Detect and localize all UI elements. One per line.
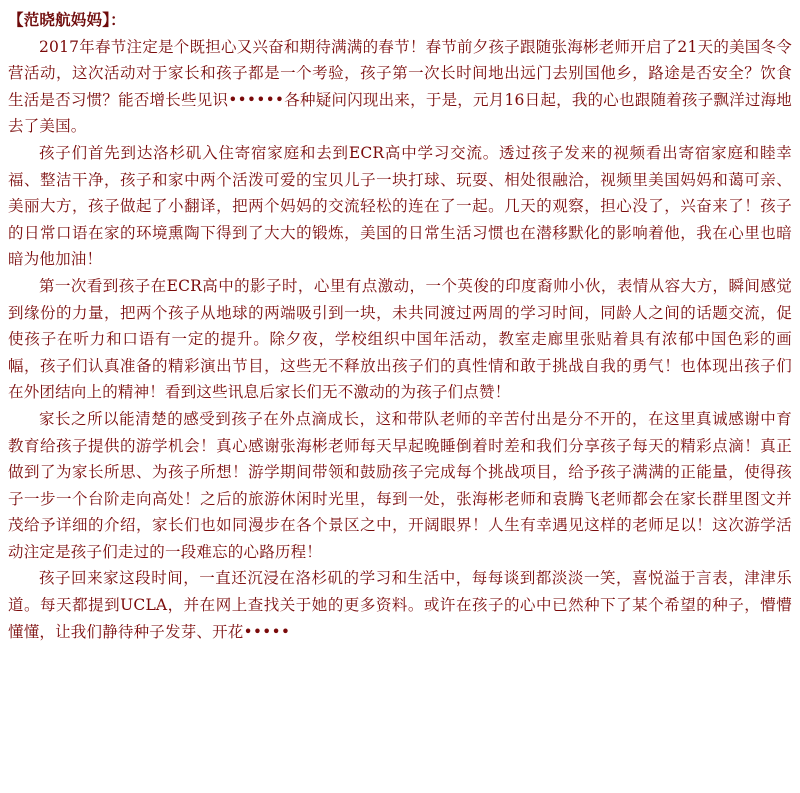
article-paragraph-5: 孩子回来家这段时间，一直还沉浸在洛杉矶的学习和生活中，每每谈到都淡淡一笑，喜悦溢于言表，津津乐道。每天都提到UCLA，并在网上查找关于她的更多资料。或许在孩子的心中已然种下了某个希望的种子，懵懵懂懂，让我们静待种子发芽、开花••••• [8, 569, 792, 641]
article-heading: 【范晓航妈妈】： [8, 10, 126, 29]
article-paragraph-1: 2017年春节注定是个既担心又兴奋和期待满满的春节！春节前夕孩子跟随张海彬老师开启了21天的美国冬令营活动，这次活动对于家长和孩子都是一个考验，孩子第一次长时间地出远门去别国他乡，路途是否安全？饮食生活是否习惯？能否增长些见识••••••各种疑问闪现出来，于是，元月16日起，我的心也跟随着孩子飘洋过海地去了美国。 [8, 37, 792, 136]
article-paragraph-2: 孩子们首先到达洛杉矶入住寄宿家庭和去到ECR高中学习交流。透过孩子发来的视频看出寄宿家庭和睦幸福、整洁干净，孩子和家中两个活泼可爱的宝贝儿子一块打球、玩耍、相处很融洽，视频里美国妈妈和蔼可亲、美丽大方，孩子做起了小翻译，把两个妈妈的交流轻松的连在了一起。几天的观察，担心没了，兴奋来了！孩子的日常口语在家的环境熏陶下得到了大大的锻炼，美国的日常生活习惯也在潜移默化的影响着他，我在心里也暗暗为他加油！ [8, 143, 792, 269]
article-paragraph-4: 家长之所以能清楚的感受到孩子在外点滴成长，这和带队老师的辛苦付出是分不开的，在这里真诚感谢中育教育给孩子提供的游学机会！真心感谢张海彬老师每天早起晚睡倒着时差和我们分享孩子每天的精彩点滴！真正做到了为家长所思、为孩子所想！游学期间带领和鼓励孩子完成每个挑战项目，给予孩子满满的正能量，使得孩子一步一个台阶走向高处！之后的旅游休闲时光里，每到一处，张海彬老师和袁腾飞老师都会在家长群里图文并茂给予详细的介绍，家长们也如同漫步在各个景区之中，开阔眼界！人生有幸遇见这样的老师足以！这次游学活动注定是孩子们走过的一段难忘的心路历程！ [8, 409, 792, 561]
article [8, 7, 792, 645]
article-paragraph-3: 第一次看到孩子在ECR高中的影子时，心里有点激动，一个英俊的印度裔帅小伙，表情从容大方，瞬间感觉到缘份的力量，把两个孩子从地球的两端吸引到一块，未共同渡过两周的学习时间，同龄人之间的话题交流，促使孩子在听力和口语有一定的提升。除夕夜，学校组织中国年活动，教室走廊里张贴着具有浓郁中国色彩的画幅，孩子们认真准备的精彩演出节目，这些无不释放出孩子们的真性情和敢于挑战自我的勇气！也体现出孩子们在外团结向上的精神！看到这些讯息后家长们无不激动的为孩子们点赞！ [8, 276, 792, 402]
